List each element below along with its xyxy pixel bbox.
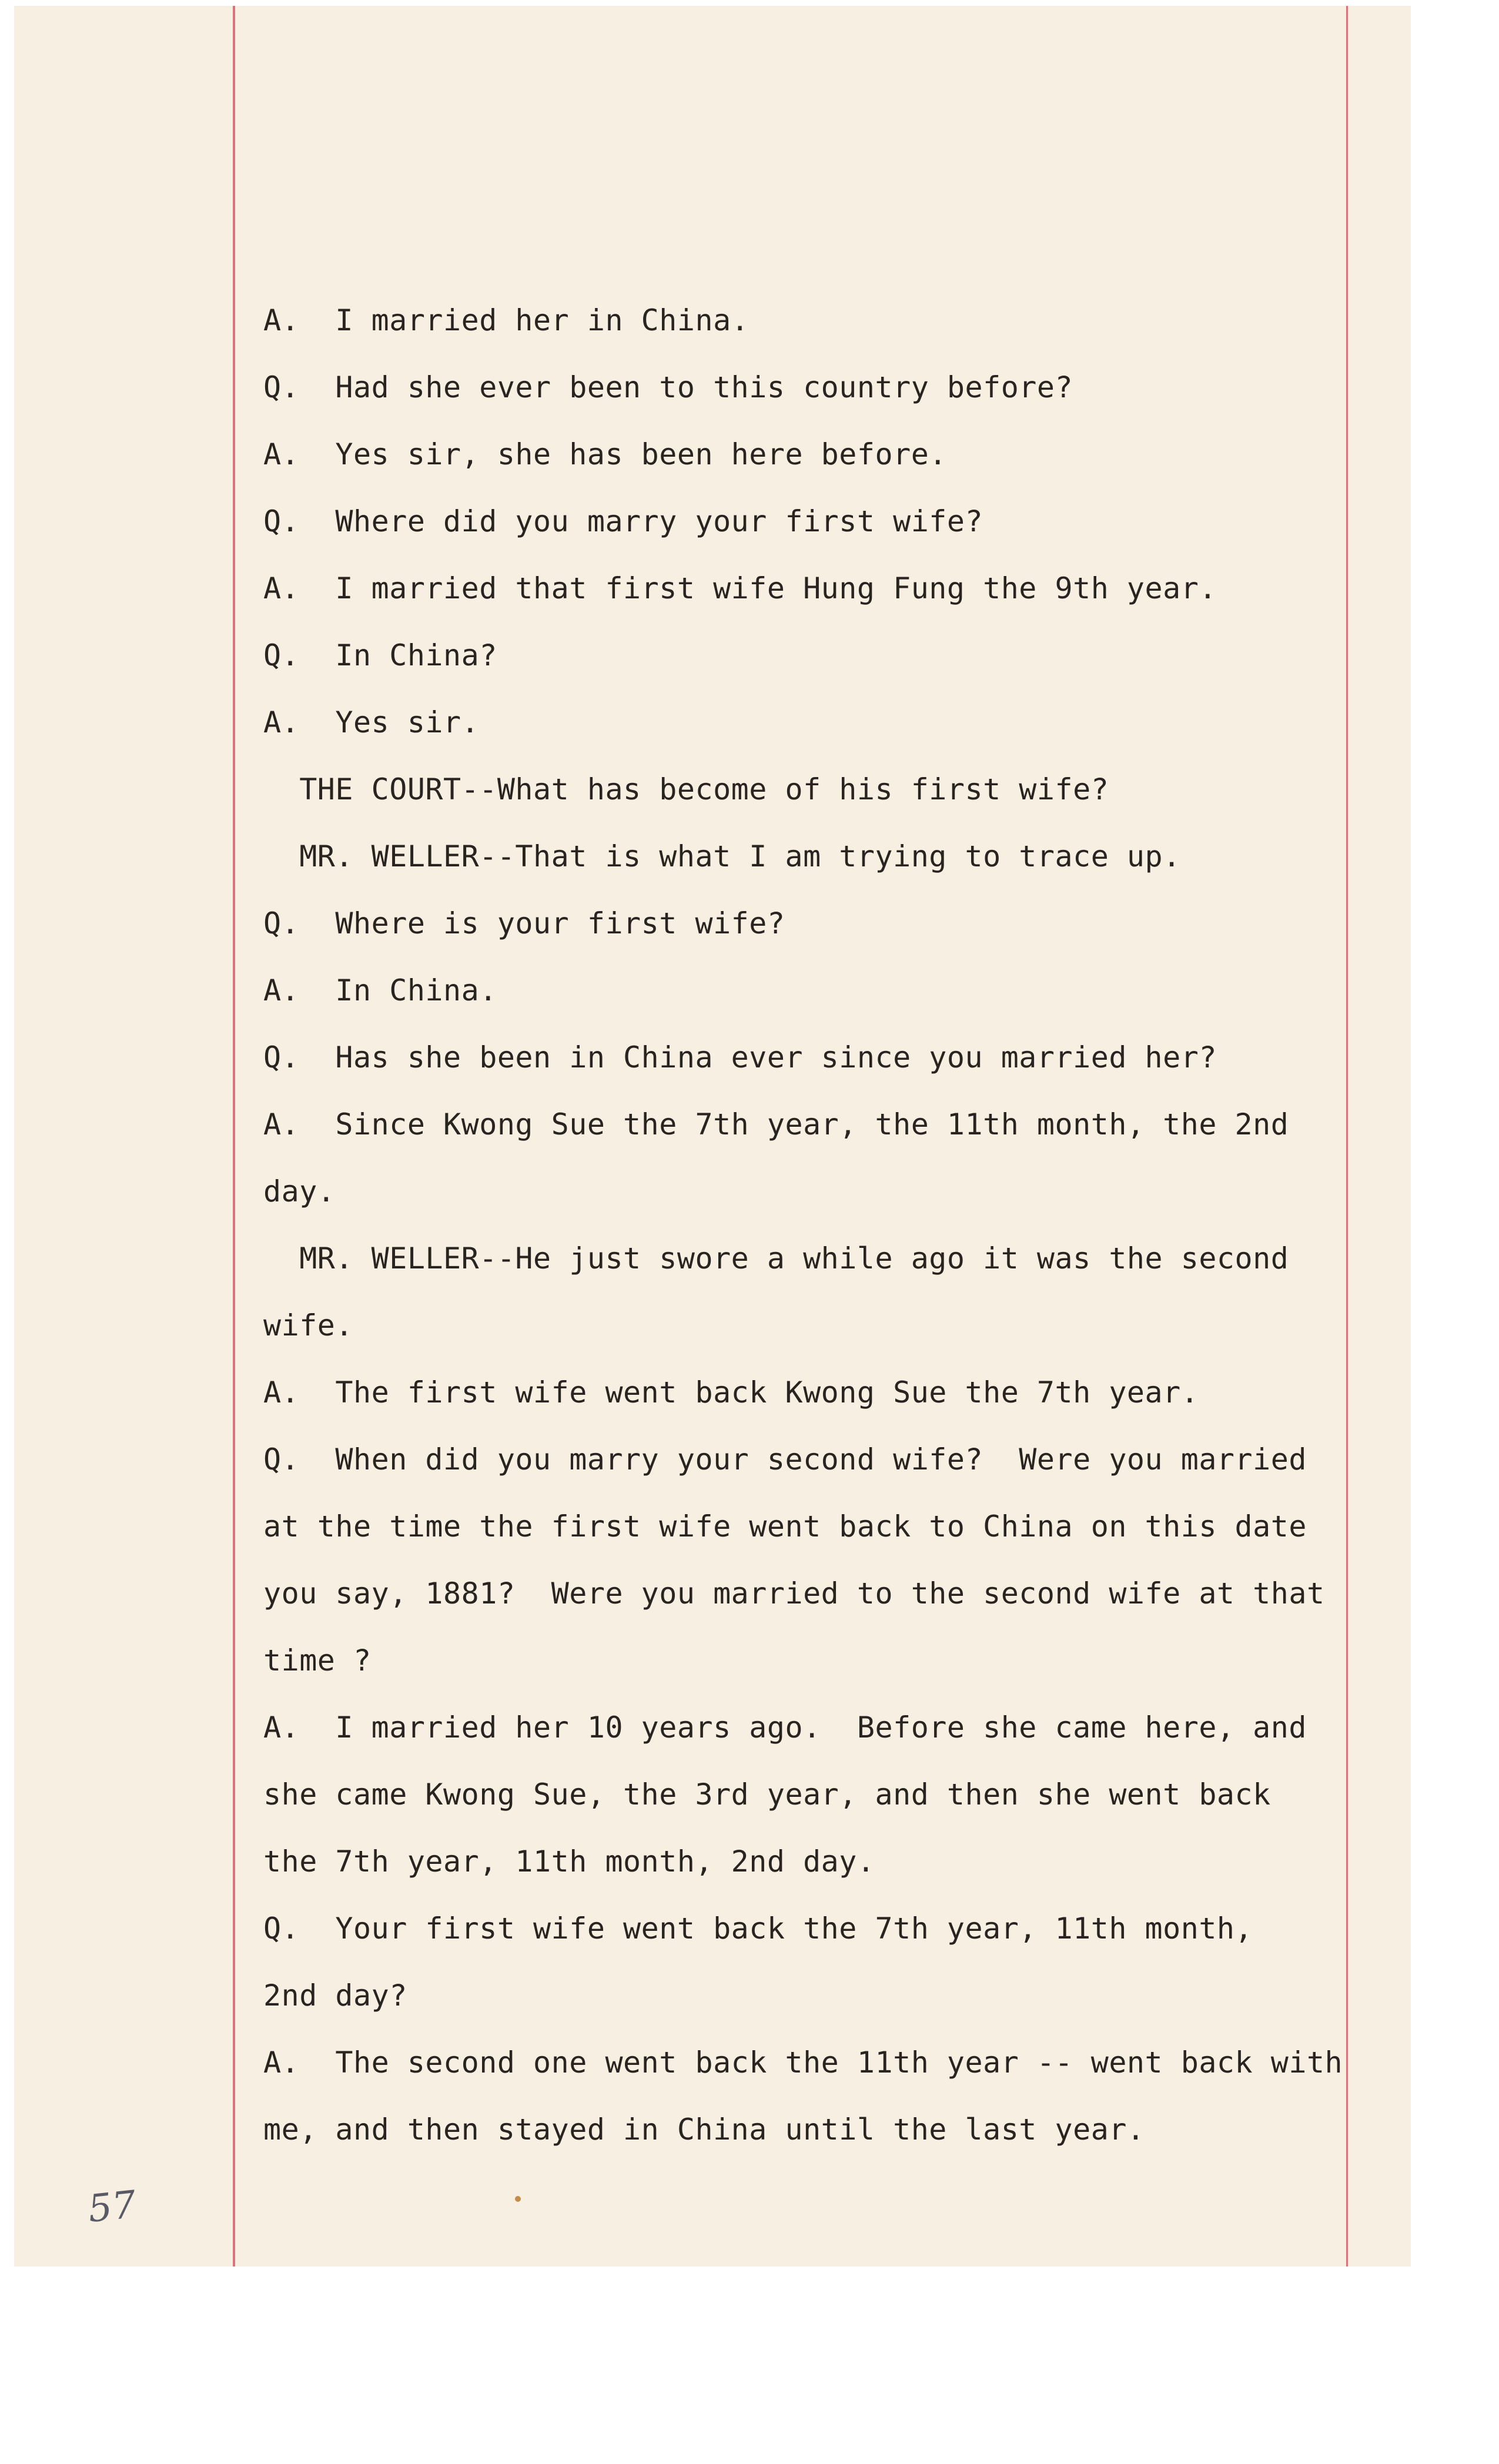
transcript-line: A. I married her 10 years ago. Before she came here, and <box>263 1710 1307 1745</box>
right-margin-rule <box>1346 6 1348 2267</box>
transcript-line: A. Yes sir, she has been here before. <box>263 437 947 471</box>
transcript-line: MR. WELLER--He just swore a while ago it was the second <box>263 1241 1289 1275</box>
transcript-line: she came Kwong Sue, the 3rd year, and then she went back <box>263 1777 1271 1812</box>
transcript-line: wife. <box>263 1308 354 1343</box>
transcript-line: A. In China. <box>263 973 497 1007</box>
transcript-line: A. I married that first wife Hung Fung the 9th year. <box>263 571 1217 605</box>
transcript-line: THE COURT--What has become of his first wife? <box>263 772 1109 806</box>
transcript-line: MR. WELLER--That is what I am trying to trace up. <box>263 839 1181 873</box>
ink-dot <box>515 2196 521 2202</box>
transcript-line: 2nd day? <box>263 1978 407 2013</box>
transcript-line: A. The first wife went back Kwong Sue the 7th year. <box>263 1375 1199 1410</box>
transcript-line: Q. Where did you marry your first wife? <box>263 504 983 538</box>
transcript-line: you say, 1881? Were you married to the second wife at that <box>263 1576 1325 1611</box>
transcript-line: the 7th year, 11th month, 2nd day. <box>263 1844 875 1879</box>
transcript-line: A. I married her in China. <box>263 303 750 337</box>
transcript-line: Q. In China? <box>263 638 497 672</box>
transcript-line: A. Yes sir. <box>263 705 480 739</box>
transcript-line: me, and then stayed in China until the last year. <box>263 2113 1145 2147</box>
transcript-line: Q. Had she ever been to this country before? <box>263 370 1073 404</box>
page-number: 57 <box>86 2182 139 2232</box>
transcript-line: Q. When did you marry your second wife? Were you married <box>263 1442 1307 1477</box>
transcript-line: A. Since Kwong Sue the 7th year, the 11th month, the 2nd <box>263 1107 1289 1141</box>
transcript-line: at the time the first wife went back to China on this date <box>263 1509 1307 1544</box>
transcript-line: Q. Where is your first wife? <box>263 906 785 940</box>
left-margin-rule <box>233 6 235 2267</box>
transcript-line: Q. Your first wife went back the 7th year, 11th month, <box>263 1911 1253 1946</box>
transcript-line: time ? <box>263 1643 372 1678</box>
transcript-line: day. <box>263 1174 336 1208</box>
transcript-line: Q. Has she been in China ever since you married her? <box>263 1040 1217 1074</box>
transcript-line: A. The second one went back the 11th year -- went back with <box>263 2045 1343 2080</box>
